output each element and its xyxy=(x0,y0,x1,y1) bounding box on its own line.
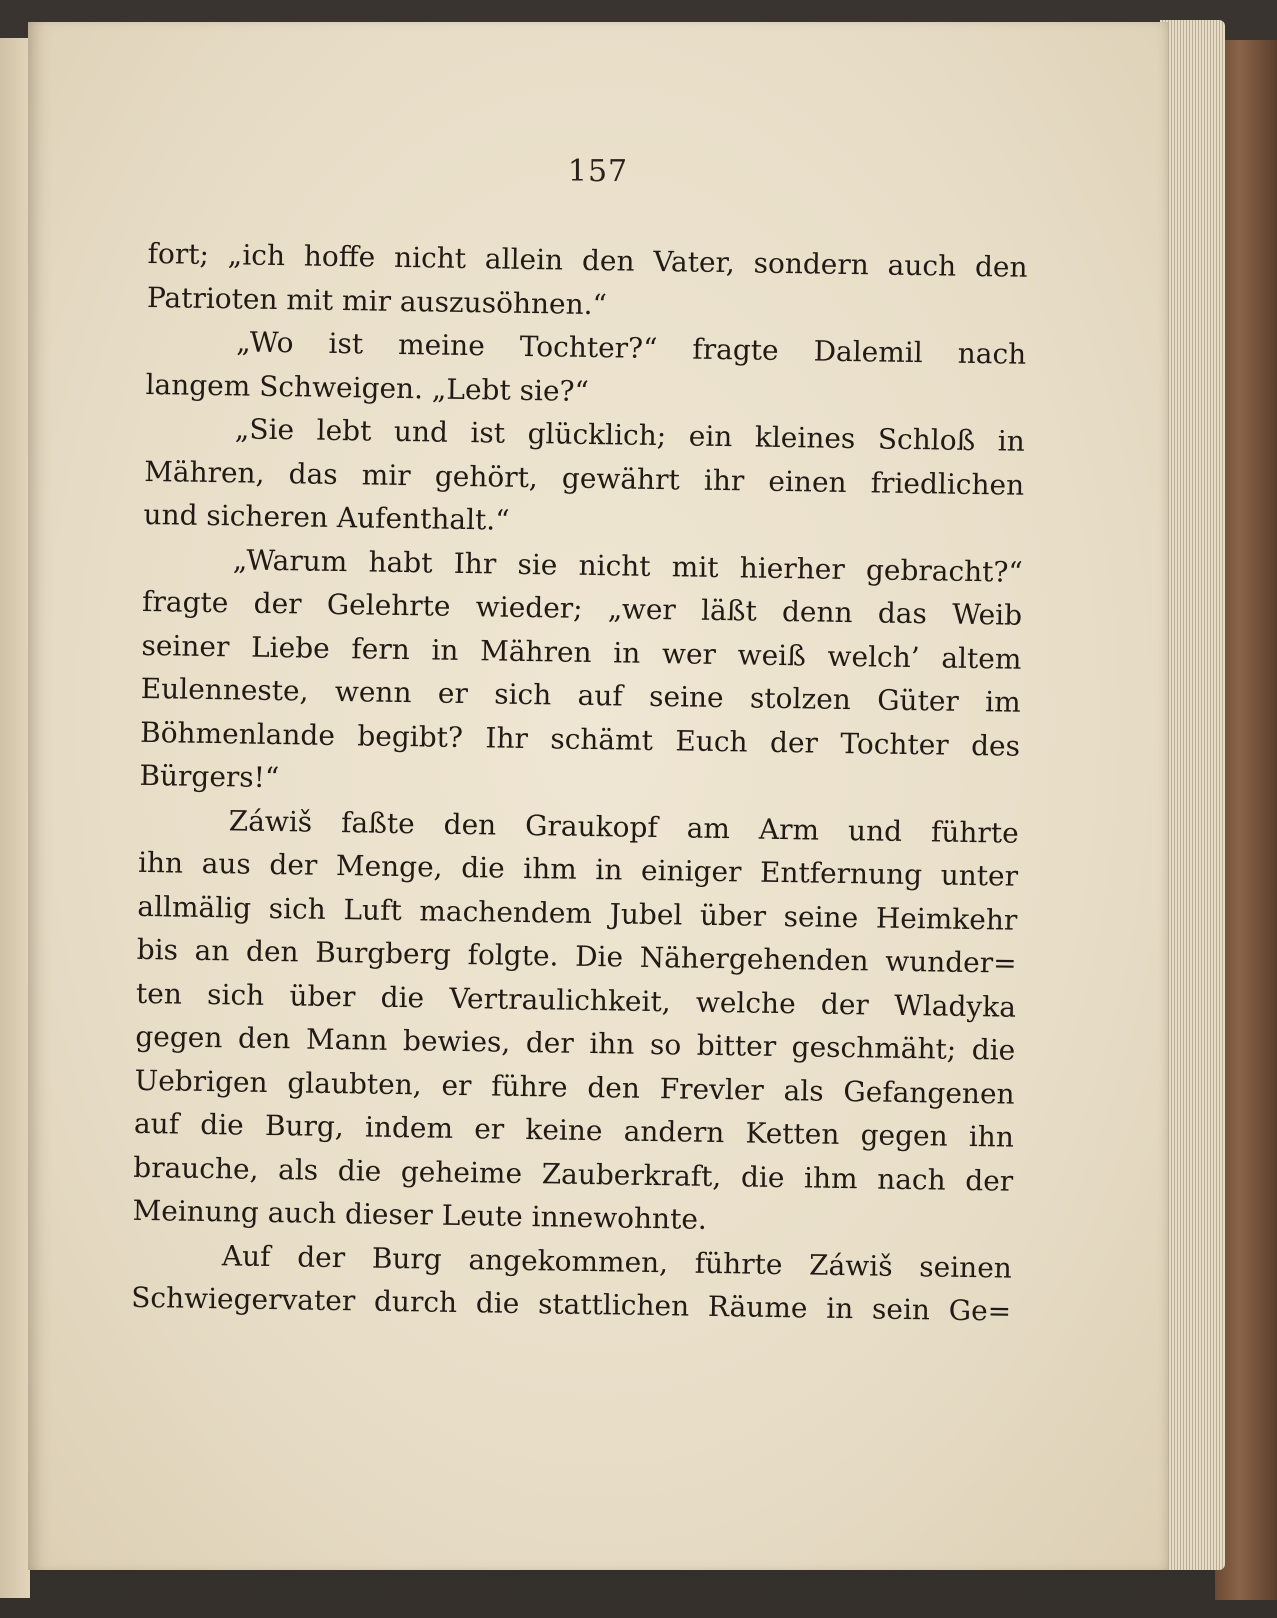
text-line: Auf der Burg angekommen, führte Záwiš seinen xyxy=(221,1238,1013,1285)
text-line: allmälig sich Luft machendem Jubel über seine Heimkehr xyxy=(137,889,1018,937)
text-line: fort; „ich hoffe nicht allein den Vater, sondern auch den xyxy=(147,236,1028,284)
text-line: Uebrigen glaubten, er führe den Frevler als Gefangenen xyxy=(134,1063,1015,1111)
text-line: fragte der Gelehrte wieder; „wer läßt denn das Weib xyxy=(141,584,1023,632)
left-page-edge xyxy=(0,38,30,1598)
text-line: Meinung auch dieser Leute innewohnte. xyxy=(132,1193,708,1236)
text-line: Böhmenlande begibt? Ihr schämt Euch der Tochter des xyxy=(139,715,1021,763)
text-line: Schwiegervater durch die stattlichen Räume in sein Ge= xyxy=(131,1280,1012,1328)
text-line: Patrioten mit mir auszusöhnen.“ xyxy=(146,280,608,321)
text-line: brauche, als die geheime Zauberkraft, die ihm nach der xyxy=(133,1150,1014,1198)
text-line: und sicheren Aufenthalt.“ xyxy=(143,497,510,537)
text-line: „Sie lebt und ist glücklich; ein kleines Schloß in xyxy=(234,412,1026,458)
text-line: ten sich über die Vertraulichkeit, welche der Wladyka xyxy=(135,976,1017,1024)
book-page xyxy=(28,22,1168,1570)
text-line: auf die Burg, indem er keine andern Ketten gegen ihn xyxy=(133,1106,1015,1154)
text-line: langem Schweigen. „Lebt sie?“ xyxy=(145,367,590,408)
text-line: „Warum habt Ihr sie nicht mit hierher gebracht?“ xyxy=(232,542,1024,589)
text-line: bis an den Burgberg folgte. Die Nähergehenden wunder= xyxy=(136,932,1017,980)
body-text xyxy=(131,232,1028,1333)
text-line: Eulenneste, wenn er sich auf seine stolzen Güter im xyxy=(140,671,1021,719)
text-line: seiner Liebe fern in Mähren in wer weiß welch’ altem xyxy=(141,628,1022,676)
text-line: Mähren, das mir gehört, gewährt ihr einen friedlichen xyxy=(143,454,1025,502)
text-line: Bürgers!“ xyxy=(139,758,280,795)
page-number: 157 xyxy=(567,154,629,189)
page-edges xyxy=(1160,20,1225,1570)
text-line: ihn aus der Menge, die ihm in einiger Entfernung unter xyxy=(137,845,1019,893)
text-line: „Wo ist meine Tochter?“ fragte Dalemil nach xyxy=(236,325,1027,371)
text-line: Záwiš faßte den Graukopf am Arm und führte xyxy=(228,803,1019,850)
text-line: gegen den Mann bewies, der ihn so bitter geschmäht; die xyxy=(135,1019,1016,1067)
